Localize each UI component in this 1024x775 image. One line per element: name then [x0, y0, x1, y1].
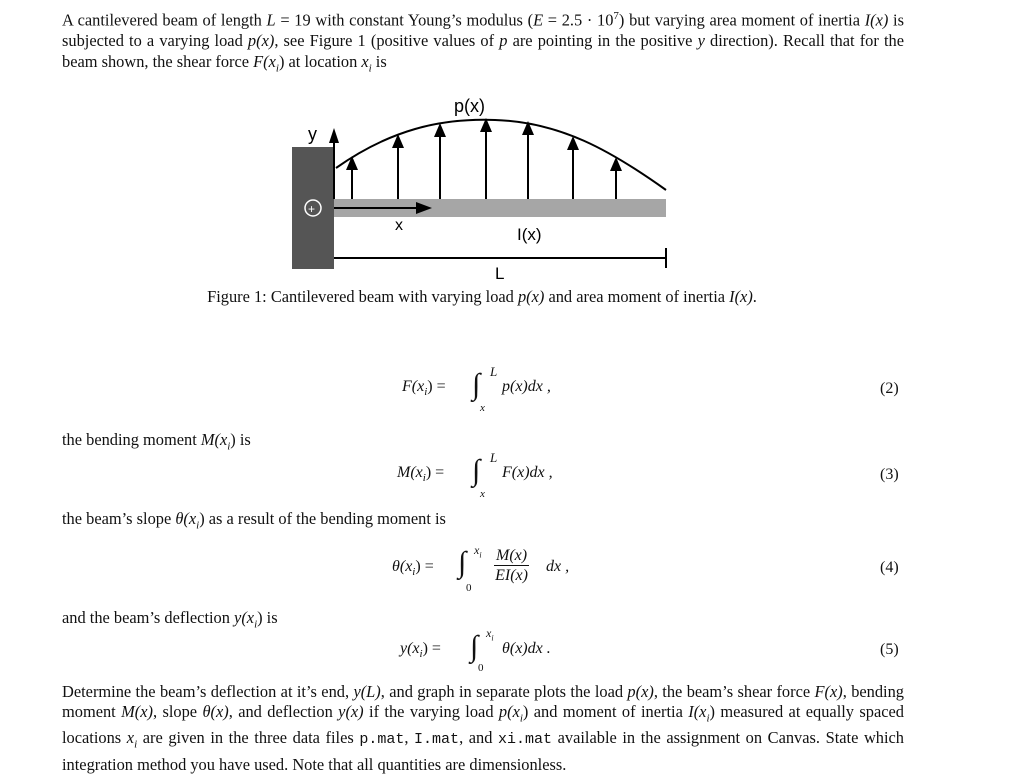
math-px: p(x): [247, 31, 275, 51]
math-y: y: [697, 31, 705, 51]
exponent: 7: [613, 10, 619, 22]
closing-text-4: , bending moment: [62, 682, 904, 721]
y-axis-arrowhead: [329, 128, 339, 143]
load-arrowheads: [346, 118, 622, 171]
closing-paragraph: [62, 682, 904, 775]
load-label: p(x): [454, 96, 485, 116]
closing-sub-1: i: [519, 712, 523, 725]
closing-text-6: , and deflection: [228, 702, 339, 721]
y-axis-label: y: [308, 124, 317, 144]
lead5-end: ) is: [257, 608, 278, 627]
lead5-sub: i: [254, 618, 258, 631]
eq3-integral: ∫: [472, 454, 481, 487]
closing-yx: y(x): [338, 702, 364, 721]
lead4-end: ) as a result of the bending moment is: [199, 509, 446, 528]
file-xi-mat: xi.mat: [498, 731, 553, 749]
closing-px: p(x): [627, 682, 654, 701]
intro-text-1: A cantilevered beam of length: [62, 10, 267, 30]
eq2-integral: ∫: [472, 368, 481, 401]
eq2-rhs: p(x)dx ,: [502, 378, 551, 395]
lead-slope: [62, 509, 446, 531]
caption-px: p(x): [517, 287, 545, 306]
lead3-math: M(x: [200, 430, 228, 449]
plus-sign: +: [308, 202, 316, 216]
intro-text-6: , see Figure 1 (positive values of: [274, 31, 500, 51]
eq5-equals: ) =: [422, 640, 441, 657]
math-L: L: [266, 10, 276, 30]
eq4-equals: ) =: [415, 558, 434, 575]
lead3-sub: i: [227, 440, 231, 453]
closing-pxi: p(x: [498, 702, 520, 721]
intro-text-10: is: [371, 52, 387, 72]
eq2-sub: i: [424, 386, 428, 399]
math-p: p: [499, 31, 508, 51]
lead-bending-moment: [62, 430, 251, 452]
eq5-sub: i: [419, 648, 423, 661]
eq5-upper: [486, 626, 494, 642]
closing-text-8: ) and moment of inertia: [522, 702, 689, 721]
closing-text-12: , and: [459, 728, 499, 748]
caption-text-3: .: [752, 287, 757, 306]
closing-text-3: , the beam’s shear force: [653, 682, 815, 701]
lead4-sub: i: [196, 519, 200, 532]
figure-caption: [0, 287, 964, 307]
eq4-number: (4): [880, 559, 899, 576]
eq4-fraction: [494, 546, 529, 586]
subscript-i-2: i: [368, 62, 372, 75]
eq2-lower: x: [480, 402, 485, 414]
closing-sub-3: i: [134, 738, 138, 751]
caption-text-2: and area moment of inertia: [544, 287, 730, 306]
eq5-number: (5): [880, 641, 899, 658]
eq5-lhs: y(x: [400, 640, 420, 657]
file-I-mat: I.mat: [414, 731, 460, 749]
eq5-upper-x: x: [486, 626, 492, 640]
eq5-lower: 0: [478, 662, 484, 674]
eq3-number: (3): [880, 466, 899, 483]
lead5-text: and the beam’s deflection: [62, 608, 235, 627]
length-label: L: [495, 264, 505, 283]
paren: ): [278, 52, 285, 72]
eq2-number: (2): [880, 380, 899, 397]
intro-text-3: = 2.5 · 10: [543, 10, 614, 30]
caption-Ix: I(x): [729, 287, 753, 306]
closing-Fx: F(x): [814, 682, 843, 701]
eq4-lhs: θ(x: [392, 558, 413, 575]
lead3-end: ) is: [230, 430, 251, 449]
closing-xi: x: [126, 728, 135, 748]
eq2-lhs: F(x: [402, 378, 425, 395]
eq3-rhs: F(x)dx ,: [502, 464, 553, 481]
eq4-sub: i: [412, 566, 416, 579]
eq5-upper-sub: i: [491, 633, 494, 643]
math-E: E: [533, 10, 544, 30]
x-axis-label: x: [395, 217, 403, 234]
eq4-integral: ∫: [458, 546, 467, 579]
eq3-upper: L: [490, 450, 498, 465]
eq4-denominator: EI(x): [495, 567, 528, 584]
eq3-equals: ) =: [425, 464, 445, 481]
eq4-upper-sub: i: [479, 550, 482, 560]
eq4-upper: [474, 543, 482, 559]
intro-text-5: is subjected to a varying load: [62, 10, 904, 51]
closing-text-7: if the varying load: [363, 702, 499, 721]
eq3-lower: x: [480, 488, 485, 500]
eq5-rhs: θ(x)dx .: [502, 640, 551, 657]
closing-text-2: , and graph in separate plots the load: [380, 682, 628, 701]
lead-deflection: [62, 608, 278, 630]
closing-text-9: ) measured at equally spaced locations: [62, 702, 904, 748]
equation-4: [392, 558, 434, 578]
eq2-upper: L: [490, 364, 498, 379]
caption-text-1: Figure 1: Cantilevered beam with varying load: [207, 287, 518, 306]
math-Ix: I(x): [864, 10, 889, 30]
closing-text-5: , slope: [152, 702, 203, 721]
eq2-equals: ) =: [427, 378, 446, 395]
file-p-mat: p.mat: [359, 731, 405, 749]
lead5-math: y(x: [234, 608, 255, 627]
closing-Ixi: I(x: [688, 702, 707, 721]
closing-Mx: M(x): [121, 702, 153, 721]
intro-text-4: ) but varying area moment of inertia: [618, 10, 865, 30]
intro-text-7: are pointing in the positive: [507, 31, 698, 51]
eq3-lhs: M(x: [397, 464, 423, 481]
intro-text-9: at location: [284, 52, 362, 72]
beam-figure: [0, 0, 1024, 300]
intro-text-8: direction). Recall that for the beam shown, the shear force: [62, 31, 904, 72]
lead4-math: θ(x: [175, 509, 197, 528]
closing-thx: θ(x): [202, 702, 229, 721]
closing-text-11: ,: [404, 728, 415, 748]
eq5-integral: ∫: [470, 630, 479, 663]
load-arrows: [352, 130, 616, 199]
closing-text-1: Determine the beam’s deflection at it’s end,: [62, 682, 354, 701]
closing-yL: y(L): [353, 682, 381, 701]
eq4-numerator: M(x): [496, 547, 528, 564]
eq3-sub: i: [422, 472, 426, 485]
lead3-text: the bending moment: [62, 430, 201, 449]
eq4-upper-x: x: [474, 543, 480, 557]
math-xi: x: [361, 52, 369, 72]
equation-2: [402, 378, 446, 398]
eq4-lower: 0: [466, 582, 472, 594]
inertia-label: I(x): [517, 225, 542, 244]
subscript-i: i: [275, 62, 279, 75]
closing-text-10: are given in the three data files: [137, 728, 360, 748]
math-Fxi: F(x: [253, 52, 276, 72]
intro-text-2: = 19 with constant Young’s modulus (: [275, 10, 534, 30]
lead4-text: the beam’s slope: [62, 509, 176, 528]
closing-sub-2: i: [706, 712, 710, 725]
closing-text-13: available in the assignment on Canvas. State which integration method you have used. Note that all quantities are dimensionless.: [62, 728, 905, 774]
equation-5: [400, 640, 441, 660]
equation-3: [397, 464, 444, 484]
eq4-rhs: dx ,: [546, 558, 570, 575]
